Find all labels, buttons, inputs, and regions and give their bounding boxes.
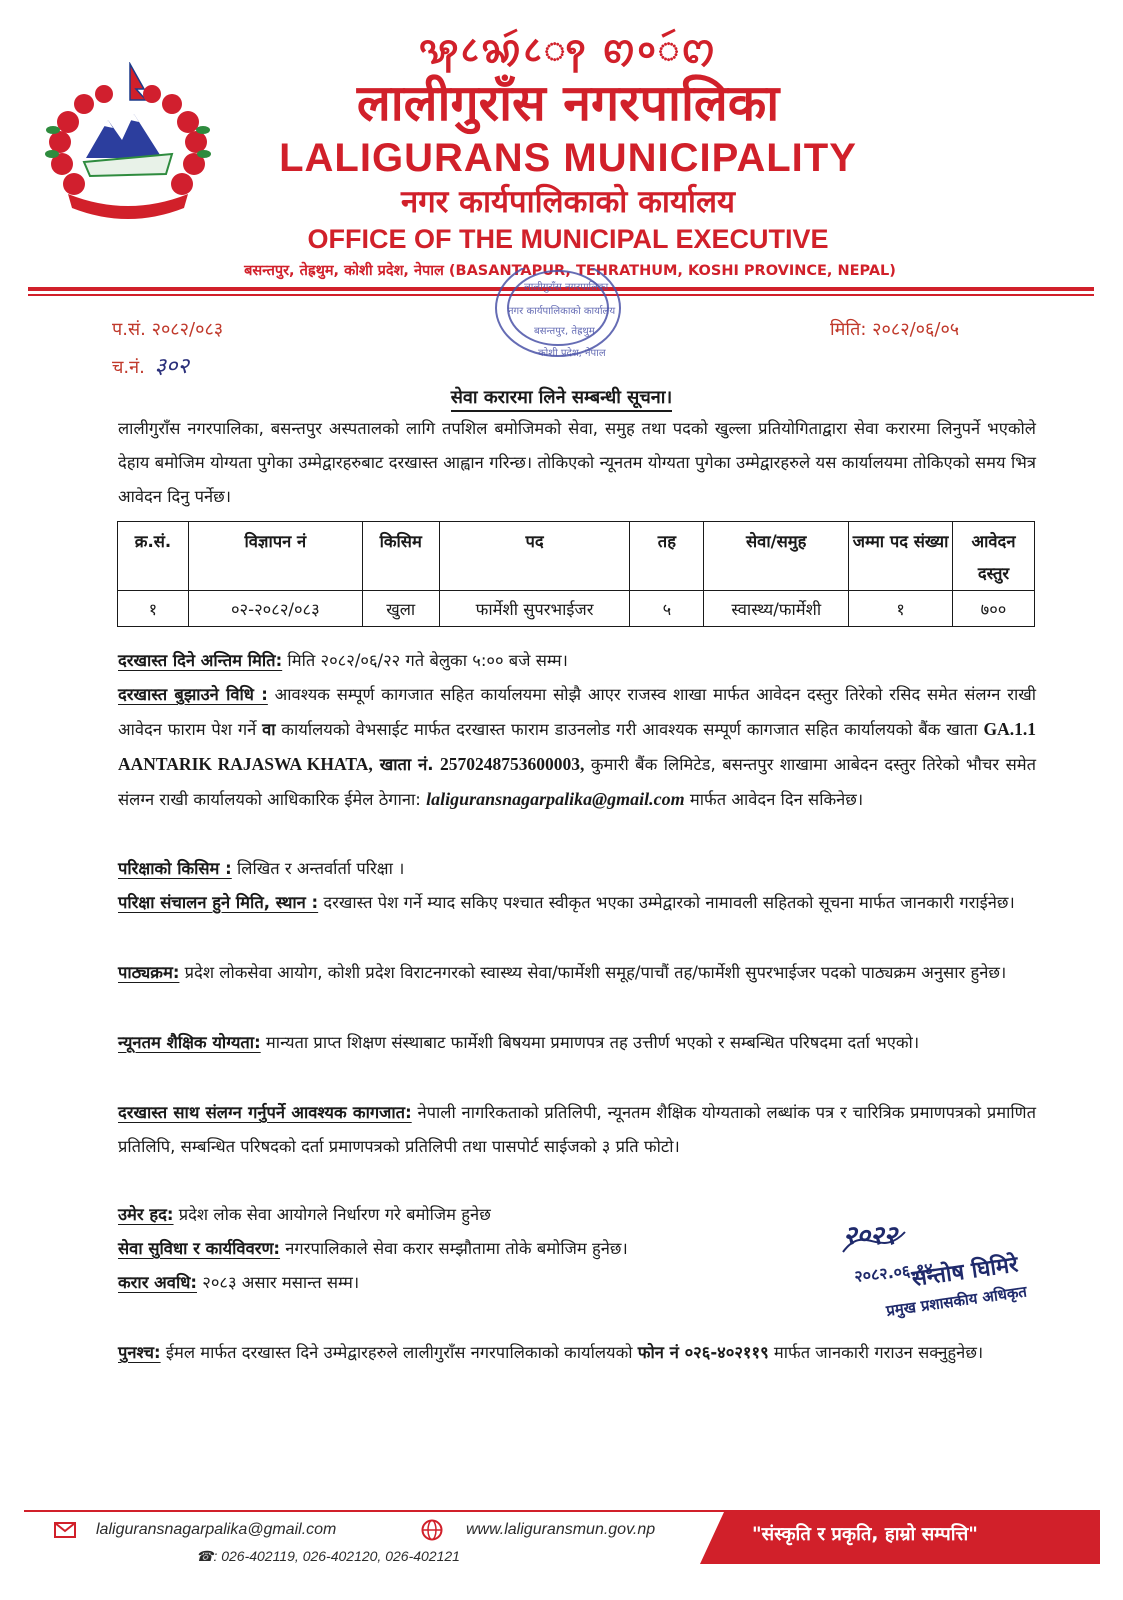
notice-date bbox=[830, 317, 959, 341]
reference-value: २०८२/०८३ bbox=[151, 319, 224, 340]
postscript-text-2: मार्फत जानकारी गराउन सक्नुहुनेछ। bbox=[768, 1343, 984, 1362]
date-label: मिति: bbox=[830, 319, 867, 340]
documents-label: दरखास्त साथ संलग्न गर्नुपर्ने आवश्यक कागजात: bbox=[118, 1103, 412, 1122]
cell-application-fee: ७०० bbox=[953, 591, 1035, 627]
documents-text: नेपाली नागरिकताको प्रतिलिपी, न्यूनतम शैक्षिक योग्यताको लब्धांक पत्र र चारित्रिक प्रमाणपत्रको प्रमाणित प्रतिलिपि, सम्बन्धित परिषदको दर्ता प्रमाणपत्रको प्रतिलिपी तथा पासपोर्ट साईजको ३ प्रति फोटो। bbox=[118, 1103, 1036, 1156]
facility-text: नगरपालिकाले सेवा करार सम्झौतामा तोके बमोजिम हुनेछ। bbox=[280, 1239, 628, 1258]
contact-phone: फोन नं ०२६-४०२११९ bbox=[637, 1343, 769, 1362]
footer-slogan: "संस्कृति र प्रकृति, हाम्रो सम्पत्ति" bbox=[752, 1524, 978, 1545]
cell-post: फार्मेशी सुपरभाईजर bbox=[439, 591, 630, 627]
cell-service-group: स्वास्थ्य/फार्मेशी bbox=[704, 591, 849, 627]
col-post: पद bbox=[439, 522, 630, 591]
seal-line-1: लालीगुराँस नगरपालिका bbox=[524, 282, 609, 293]
cell-serial: १ bbox=[118, 591, 189, 627]
exam-date-label: परिक्षा संचालन हुने मिति, स्थान : bbox=[118, 893, 319, 912]
deadline-section bbox=[118, 644, 1036, 678]
facility-label: सेवा सुविधा र कार्यविवरण: bbox=[118, 1239, 281, 1258]
officer-title: प्रमुख प्रशासकीय अधिकृत bbox=[885, 1282, 1028, 1320]
municipality-name-nepali: लालीगुराँस नगरपालिका bbox=[356, 74, 780, 132]
notice-title-text: सेवा करारमा लिने सम्बन्धी सूचना। bbox=[451, 387, 672, 412]
method-text-1: आवश्यक सम्पूर्ण कागजात सहित कार्यालयमा सोझै आएर राजस्व शाखा मार्फत आवेदन दस्तुर तिरेको रसिद समेत संलग्न राखी आवेदन फाराम पेश गर्ने bbox=[118, 685, 1036, 739]
exam-type-section bbox=[118, 852, 1036, 886]
method-label: दरखास्त बुझाउने विधि : bbox=[118, 685, 268, 704]
col-ad-number: विज्ञापन नं bbox=[188, 522, 362, 591]
mail-icon bbox=[54, 1522, 76, 1538]
term-section bbox=[118, 1266, 818, 1300]
age-label: उमेर हद: bbox=[118, 1205, 174, 1224]
col-serial: क्र.सं. bbox=[118, 522, 189, 591]
method-text-3: कुमारी बैंक लिमिटेड, बसन्तपुर शाखामा आबेदन दस्तुर तिरेको भौचर समेत संलग्न राखी कार्यालयको आधिकारिक ईमेल ठेगाना: bbox=[118, 755, 1036, 809]
dispatch-value: ३०२ bbox=[154, 354, 189, 379]
col-type: किसिम bbox=[362, 522, 439, 591]
table-row bbox=[118, 591, 1035, 627]
cell-total-posts: १ bbox=[849, 591, 953, 627]
footer-divider bbox=[24, 1510, 1100, 1512]
col-application-fee: आवेदन दस्तुर bbox=[953, 522, 1035, 591]
qualification-label: न्यूनतम शैक्षिक योग्यता: bbox=[118, 1033, 261, 1052]
table-header-row bbox=[118, 522, 1035, 591]
footer-email[interactable]: laliguransnagarpalika@gmail.com bbox=[96, 1521, 337, 1538]
postscript-text-1: ईमल मार्फत दरखास्त दिने उम्मेद्वारहरुले लालीगुराँस नगरपालिकाको कार्यालयको bbox=[160, 1343, 638, 1362]
col-total-posts: जम्मा पद संख्या bbox=[849, 522, 953, 591]
col-level: तह bbox=[630, 522, 704, 591]
letterhead-titles bbox=[218, 28, 918, 256]
notice-intro: लालीगुराँस नगरपालिका, बसन्तपुर अस्पतालको लागि तपशिल बमोजिमको सेवा, समुह तथा पदको खुल्ला प्रतियोगिताद्वारा सेवा करारमा लिनुपर्ने भएकोले देहाय बमोजिम योग्यता पुगेका उम्मेद्वारहरुबाट दरखास्त आह्वान गरिन्छ। तोकिएको न्यूनतम योग्यता पुगेका उम्मेद्वारहरुले यस कार्यालयमा तोकिएको समय भित्र आवेदन दिनु पर्नेछ। bbox=[118, 419, 1036, 506]
reference-number bbox=[112, 317, 223, 341]
qualification-section bbox=[118, 1026, 1036, 1060]
dispatch-label: च.नं. bbox=[112, 357, 145, 378]
seal-line-3: बसन्तपुर, तेह्रथुम bbox=[534, 326, 595, 337]
facility-section bbox=[118, 1232, 838, 1266]
method-section bbox=[118, 678, 1036, 817]
footer-website[interactable]: www.laliguransmun.gov.np bbox=[466, 1521, 656, 1538]
office-address: बसन्तपुर, तेह्रथुम, कोशी प्रदेश, नेपाल (BASANTAPUR, TEHRATHUM, KOSHI PROVINCE, NEPAL) bbox=[244, 263, 896, 279]
account-number: 2570248753600003, bbox=[440, 754, 585, 774]
letterhead-code-line: ꩂ८ꩆꩃ८ꩍ ꩅ०ꩃꩁ bbox=[418, 29, 718, 71]
syllabus-label: पाठ्यक्रम: bbox=[118, 963, 180, 982]
office-seal-stamp bbox=[478, 268, 638, 368]
vacancy-table bbox=[117, 521, 1035, 627]
seal-line-4: कोशी प्रदेश, नेपाल bbox=[538, 348, 606, 359]
age-section bbox=[118, 1198, 818, 1232]
officer-name: सन्तोष घिमिरे bbox=[910, 1252, 1020, 1292]
signature-mark: २०२२ bbox=[843, 1221, 898, 1251]
signature-date: २०८२.०६.१४ bbox=[853, 1258, 934, 1286]
cell-level: ५ bbox=[630, 591, 704, 627]
office-name-english: OFFICE OF THE MUNICIPAL EXECUTIVE bbox=[307, 224, 829, 254]
reference-label: प.सं. bbox=[112, 319, 146, 340]
officer-signature bbox=[835, 1212, 1075, 1322]
deadline-text: मिति २०८२/०६/२२ गते बेलुका ५:०० बजे सम्म। bbox=[282, 651, 568, 670]
municipality-name-english: LALIGURANS MUNICIPALITY bbox=[279, 136, 857, 180]
cell-type: खुला bbox=[362, 591, 439, 627]
method-or: वा bbox=[262, 720, 276, 739]
syllabus-section bbox=[118, 956, 1036, 990]
footer-phone: ☎: 026-402119, 026-402120, 026-402121 bbox=[196, 1548, 460, 1564]
exam-date-section bbox=[118, 886, 1036, 920]
official-email: laliguransnagarpalika@gmail.com bbox=[426, 789, 685, 809]
postscript-label: पुनश्च: bbox=[118, 1343, 161, 1362]
date-value: २०८२/०६/०५ bbox=[872, 319, 960, 340]
cell-ad-number: ०२-२०८२/०८३ bbox=[188, 591, 362, 627]
postscript-section bbox=[118, 1336, 1036, 1370]
dispatch-number bbox=[112, 350, 189, 380]
term-label: करार अवधि: bbox=[118, 1273, 197, 1292]
qualification-text: मान्यता प्राप्त शिक्षण संस्थाबाट फार्मेशी बिषयमा प्रमाणपत्र तह उत्तीर्ण भएको र सम्बन्धित परिषदमा दर्ता भएको। bbox=[260, 1033, 920, 1052]
col-service-group: सेवा/समुह bbox=[704, 522, 849, 591]
government-emblem-icon bbox=[38, 62, 218, 222]
bank-account-name: GA.1.1 AANTARIK RAJASWA KHATA, bbox=[118, 719, 1037, 774]
term-text: २०८३ असार मसान्त सम्म। bbox=[197, 1273, 360, 1292]
method-text-2: कार्यालयको वेभसाईट मार्फत दरखास्त फाराम डाउनलोड गरी आवश्यक सम्पूर्ण कागजात सहित कार्यालयको बैंक खाता bbox=[275, 720, 984, 739]
exam-date-text: दरखास्त पेश गर्ने म्याद सकिए पश्चात स्वीकृत भएका उम्मेद्वारको नामावली सहितको सूचना मार्फत जानकारी गराईनेछ। bbox=[318, 893, 1015, 912]
notice-title bbox=[0, 385, 1123, 409]
method-text-4: मार्फत आवेदन दिन सकिनेछ। bbox=[684, 790, 864, 809]
age-text: प्रदेश लोक सेवा आयोगले निर्धारण गरे बमोजिम हुनेछ bbox=[173, 1205, 491, 1224]
globe-icon bbox=[420, 1519, 444, 1541]
exam-type-text: लिखित र अन्तर्वार्ता परिक्षा । bbox=[231, 859, 405, 878]
syllabus-text: प्रदेश लोकसेवा आयोग, कोशी प्रदेश विराटनगरको स्वास्थ्य सेवा/फार्मेशी समूह/पाचौं तह/फार्मेशी सुपरभाईजर पदको पाठ्यक्रम अनुसार हुनेछ। bbox=[179, 963, 1007, 982]
documents-section bbox=[118, 1096, 1036, 1164]
exam-type-label: परिक्षाको किसिम : bbox=[118, 859, 232, 878]
deadline-label: दरखास्त दिने अन्तिम मिति: bbox=[118, 651, 283, 670]
seal-line-2: नगर कार्यपालिकाको कार्यालय bbox=[508, 306, 616, 317]
account-label: खाता नं. bbox=[372, 755, 434, 774]
office-name-nepali: नगर कार्यपालिकाको कार्यालय bbox=[401, 184, 735, 220]
